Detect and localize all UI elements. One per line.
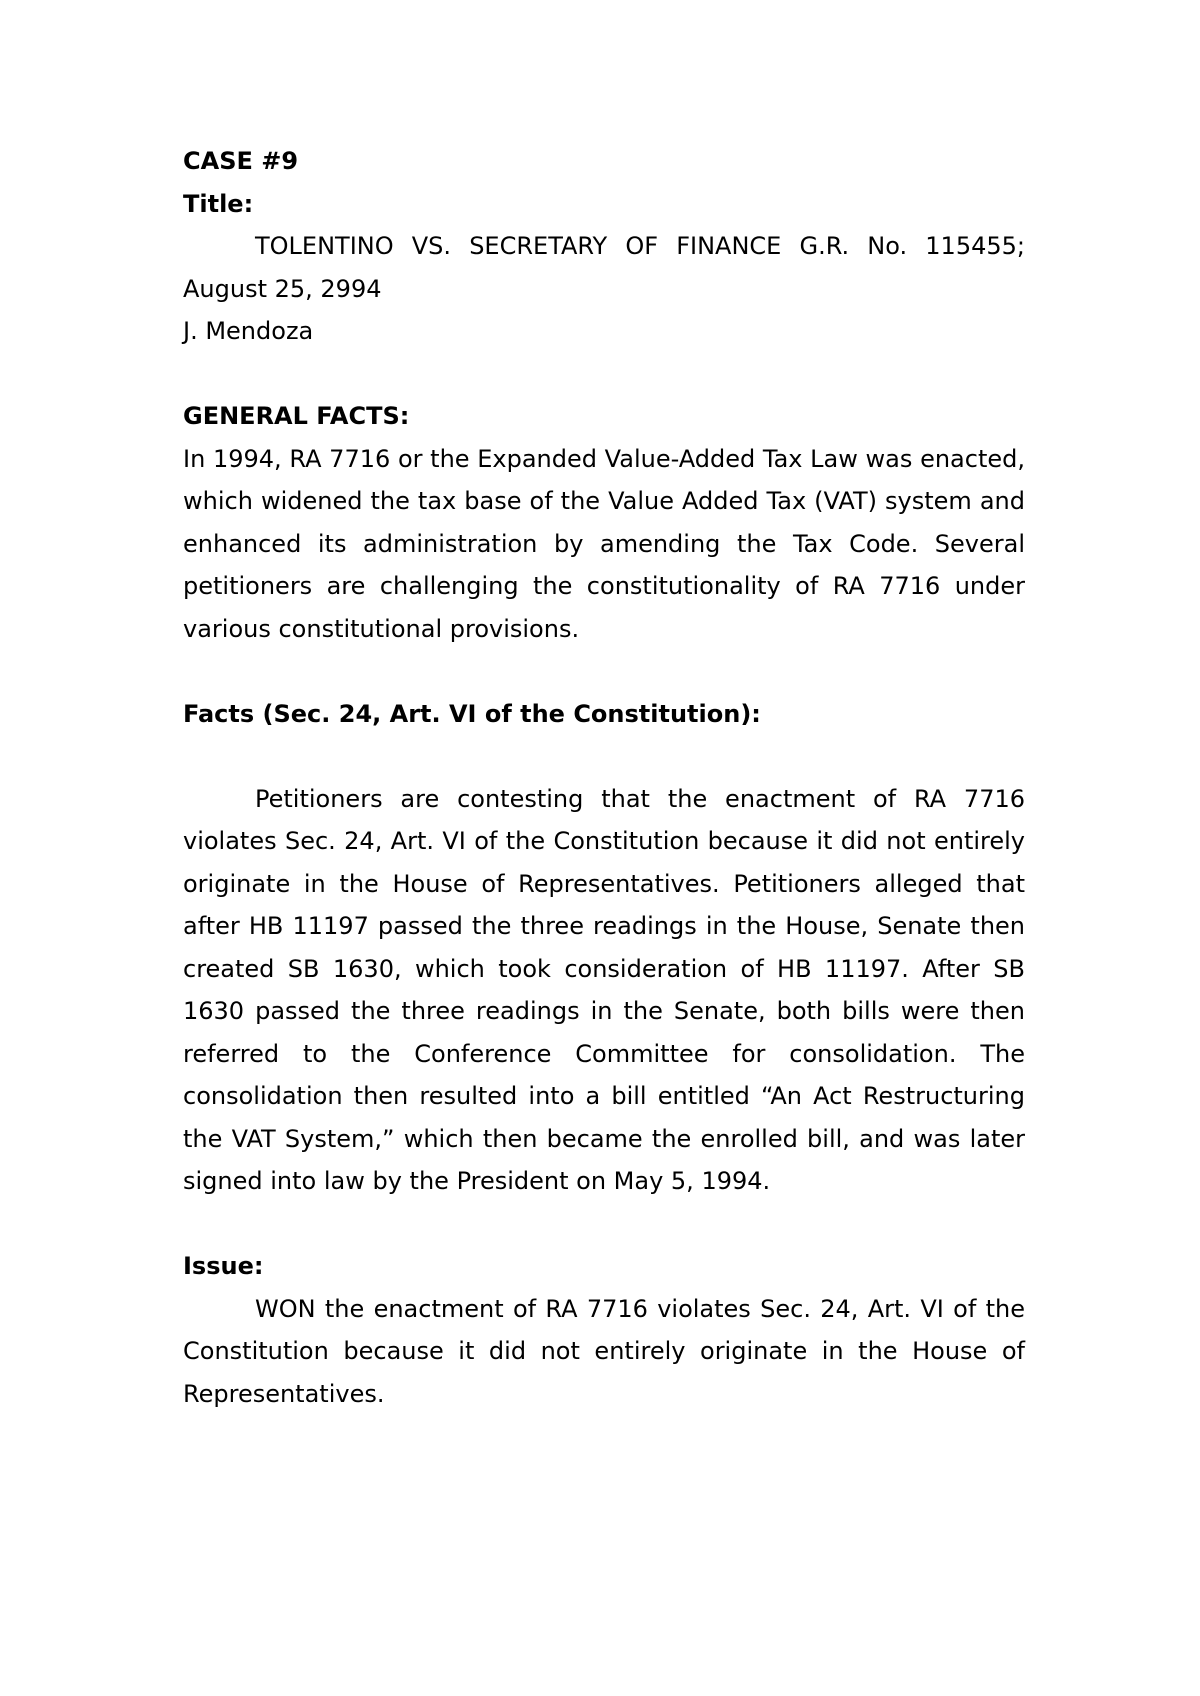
general-facts-heading: GENERAL FACTS:	[183, 402, 410, 430]
spacer	[183, 353, 1025, 396]
title-label: Title:	[183, 189, 254, 218]
general-facts-paragraph: In 1994, RA 7716 or the Expanded Value-Added Tax Law was enacted, which widened the tax base of the Value Added Tax (VAT) system and enhanced its administration by amending the Tax Code. Several petitioners are challenging the constitutionality of RA 7716 under various constitutional provisions.	[183, 444, 1025, 643]
issue-paragraph: WON the enactment of RA 7716 violates Sec. 24, Art. VI of the Constitution because it did not entirely originate in the House of Representatives.	[183, 1294, 1025, 1408]
facts-paragraph: Petitioners are contesting that the enactment of RA 7716 violates Sec. 24, Art. VI of the Constitution because it did not entirely originate in the House of Representatives. Petitioners alleged that after HB 11197 passed the three readings in the House, Senate then created SB 1630, which took consideration of HB 11197. After SB 1630 passed the three readings in the Senate, both bills were then referred to the Conference Committee for consolidation. The consolidation then resulted into a bill entitled “An Act Restructuring the VAT System,” which then became the enrolled bill, and was later signed into law by the President on May 5, 1994.	[183, 784, 1025, 1195]
case-number: CASE #9	[183, 147, 299, 175]
case-title: TOLENTINO VS. SECRETARY OF FINANCE G.R. No. 115455; August 25, 2994	[183, 232, 1025, 303]
facts-heading: Facts (Sec. 24, Art. VI of the Constitution):	[183, 699, 761, 728]
ponente: J. Mendoza	[183, 317, 314, 345]
spacer	[183, 735, 1025, 778]
spacer	[183, 650, 1025, 693]
issue-heading: Issue:	[183, 1252, 264, 1280]
document-body	[183, 140, 1025, 1415]
spacer	[183, 1203, 1025, 1246]
